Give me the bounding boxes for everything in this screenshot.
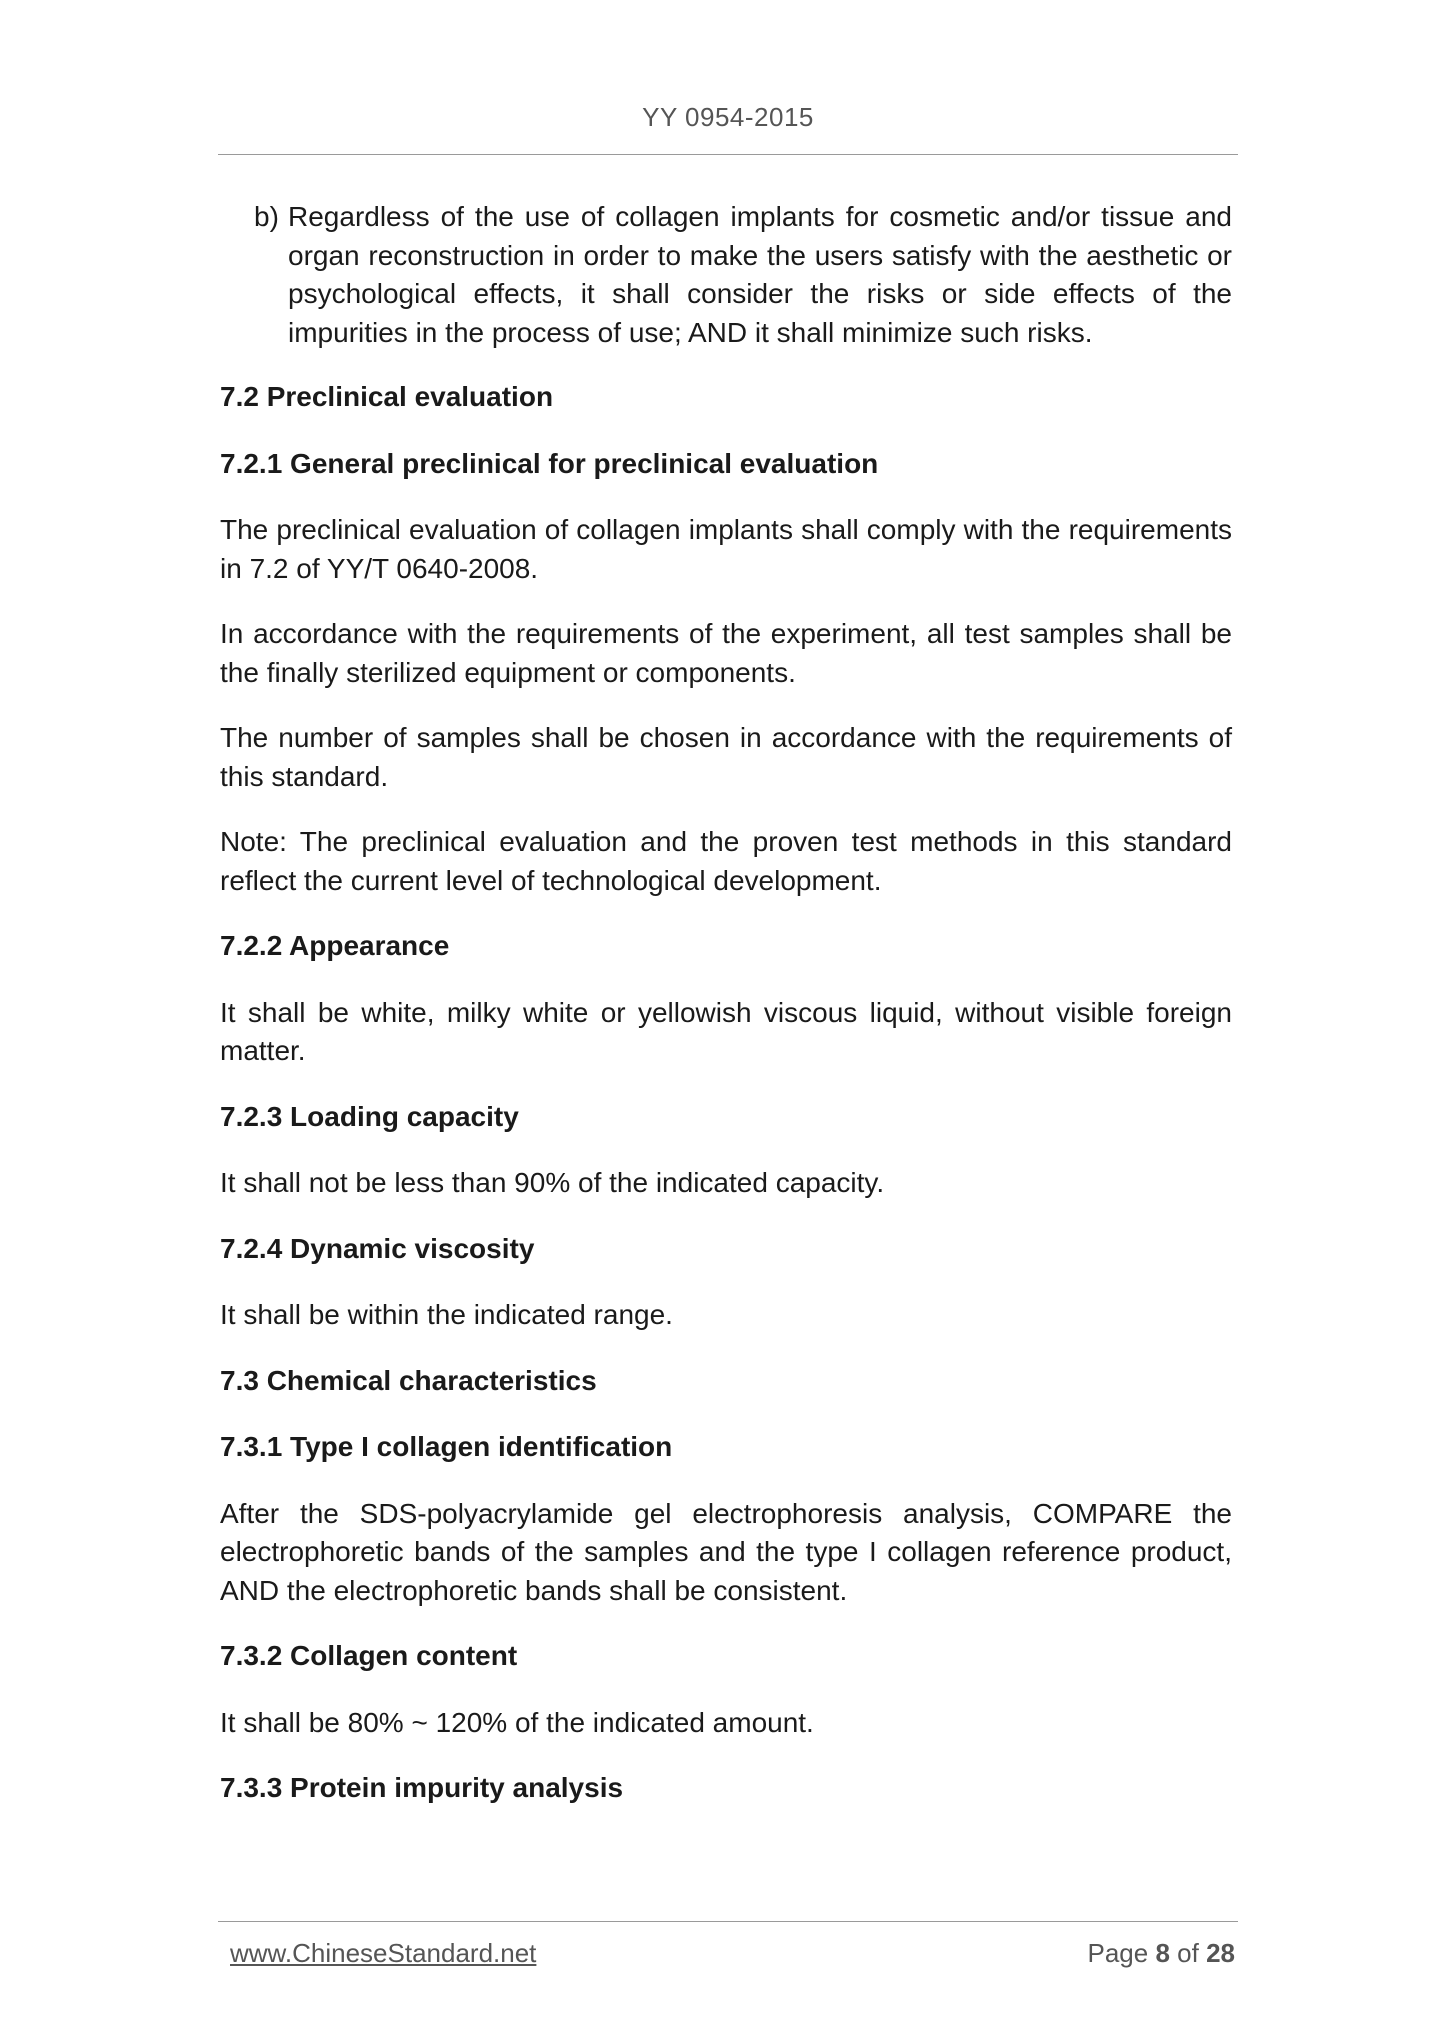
section-heading-7-3-2: 7.3.2 Collagen content [220, 1640, 518, 1671]
paragraph: It shall not be less than 90% of the indicated capacity. [220, 1167, 885, 1198]
list-marker: b) [254, 201, 279, 232]
website-link[interactable]: www.ChineseStandard.net [230, 1938, 537, 1968]
paragraph: The number of samples shall be chosen in accordance with the requirements of this standard. [220, 722, 1232, 792]
section-heading-7-3-1: 7.3.1 Type I collagen identification [220, 1431, 673, 1462]
paragraph: The preclinical evaluation of collagen implants shall comply with the requirements in 7.2 of YY/T 0640-2008. [220, 514, 1232, 584]
paragraph: It shall be white, milky white or yellowish viscous liquid, without visible foreign matter. [220, 996, 1232, 1066]
header-divider [218, 154, 1238, 155]
paragraph: It shall be within the indicated range. [220, 1299, 673, 1330]
document-id-header: YY 0954-2015 [642, 102, 814, 132]
note-paragraph: Note: The preclinical evaluation and the proven test methods in this standard reflect the current level of technological development. [220, 826, 1232, 896]
paragraph: In accordance with the requirements of the experiment, all test samples shall be the finally sterilized equipment or components. [220, 618, 1232, 688]
document-body [220, 198, 1232, 1836]
page-number [1087, 1938, 1235, 1969]
page-of-label: of [1177, 1938, 1199, 1968]
page-label: Page [1087, 1938, 1149, 1968]
section-heading-7-2-3: 7.2.3 Loading capacity [220, 1100, 519, 1132]
section-heading-7-2-2: 7.2.2 Appearance [220, 930, 450, 961]
section-heading-7-3-3: 7.3.3 Protein impurity analysis [220, 1772, 624, 1803]
section-heading-7-2-4: 7.2.4 Dynamic viscosity [220, 1232, 535, 1264]
list-item-b [254, 198, 1232, 352]
paragraph: After the SDS-polyacrylamide gel electrophoresis analysis, COMPARE the electrophoretic bands of the samples and the type I collagen reference product, AND the electrophoretic bands shall be consistent. [220, 1497, 1232, 1606]
current-page: 8 [1155, 1938, 1170, 1968]
section-heading-7-3: 7.3 Chemical characteristics [220, 1364, 597, 1396]
footer-divider [218, 1921, 1238, 1922]
paragraph: It shall be 80% ~ 120% of the indicated amount. [220, 1706, 814, 1738]
section-heading-7-2-1: 7.2.1 General preclinical for preclinical evaluation [220, 447, 879, 479]
total-pages: 28 [1206, 1938, 1235, 1968]
list-item-text: Regardless of the use of collagen implants for cosmetic and/or tissue and organ reconstruction in order to make the users satisfy with the aesthetic or psychological effects, it shall consider the risks or side effects of the impurities in the process of use; AND it shall minimize such risks. [288, 201, 1232, 348]
section-heading-7-2: 7.2 Preclinical evaluation [220, 381, 554, 412]
